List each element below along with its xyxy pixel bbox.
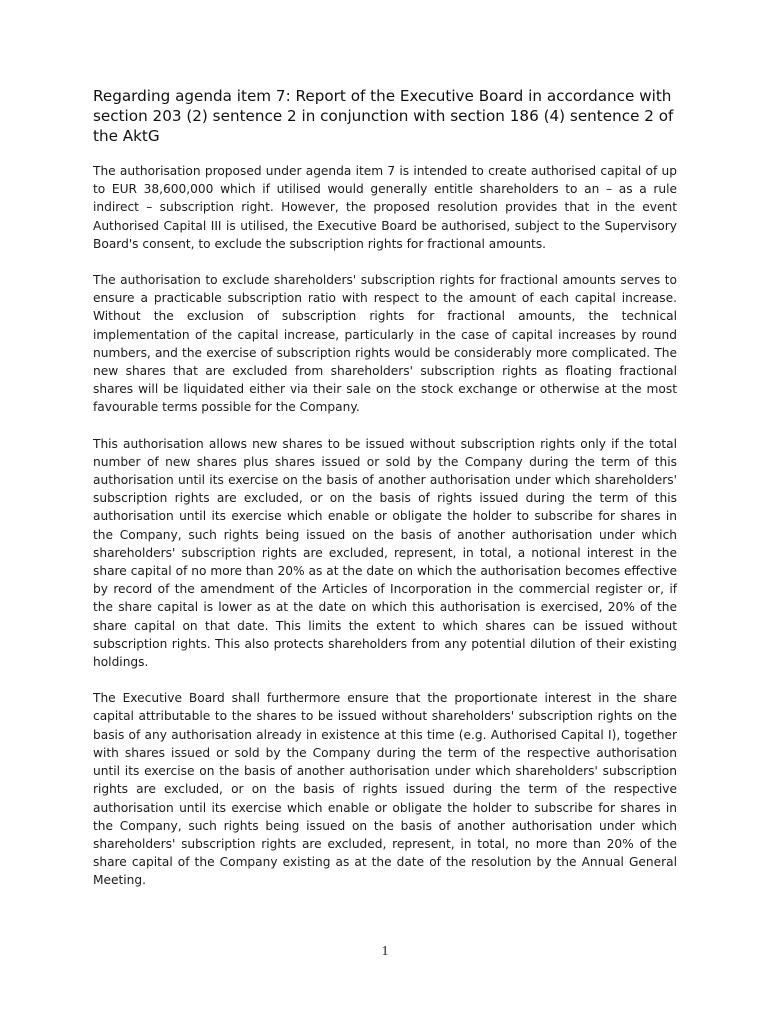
page-number: 1	[381, 944, 389, 959]
paragraph-issue-limit: This authorisation allows new shares to be issued without subscription rights only if the total number of new shares plus shares issued or sold by the Company during the term of this authorisation until its exercise on the basis of another authorisation under which shareholders' subscription rights are excluded, or on the basis of rights issued during the term of this authorisation until its exercise which enable or obligate the holder to subscribe for shares in the Company, such rights being issued on the basis of another authorisation under which shareholders' subscription rights are excluded, represent, in total, a notional interest in the share capital of no more than 20% as at the date on which the authorisation becomes effective by record of the amendment of the Articles of Incorporation in the commercial register or, if the share capital is lower as at the date on which this authorisation is exercised, 20% of the share capital on that date. This limits the extent to which shares can be issued without subscription rights. This also protects shareholders from any potential dilution of their existing holdings.	[93, 436, 677, 670]
section-heading: Regarding agenda item 7: Report of the Executive Board in accordance with section 203 (2) sentence 2 in conjunction with section 186 (4) sentence 2 of the AktG	[93, 87, 674, 145]
paragraph-executive-board-obligation: The Executive Board shall furthermore ensure that the proportionate interest in the share capital attributable to the shares to be issued without shareholders' subscription rights on the basis of any authorisation already in existence at this time (e.g. Authorised Capital I), together with shares issued or sold by the Company during the term of the respective authorisation until its exercise on the basis of another authorisation under which shareholders' subscription rights are excluded, or on the basis of rights issued during the term of the respective authorisation until its exercise which enable or obligate the holder to subscribe for shares in the Company, such rights being issued on the basis of another authorisation under which shareholders' subscription rights are excluded, represent, in total, no more than 20% of the share capital of the Company existing as at the date of the resolution by the Annual General Meeting.	[93, 691, 677, 888]
paragraph-fractional-amounts: The authorisation to exclude shareholders' subscription rights for fractional amounts serves to ensure a practicable subscription ratio with respect to the amount of each capital increase. Without the exclusion of subscription rights for fractional amounts, the technical implementation of the capital increase, particularly in the case of capital increases by round numbers, and the exercise of subscription rights would be considerably more complicated. The new shares that are excluded from shareholders' subscription rights as floating fractional shares will be liquidated either via their sale on the stock exchange or otherwise at the most favourable terms possible for the Company.	[93, 273, 677, 415]
document-page	[93, 86, 677, 908]
paragraph-authorised-capital: The authorisation proposed under agenda item 7 is intended to create authorised capital of up to EUR 38,600,000 which if utilised would generally entitle shareholders to an – as a rule indirect – subscription right. However, the proposed resolution provides that in the event Authorised Capital III is utilised, the Executive Board be authorised, subject to the Supervisory Board's consent, to exclude the subscription rights for fractional amounts.	[93, 164, 677, 251]
